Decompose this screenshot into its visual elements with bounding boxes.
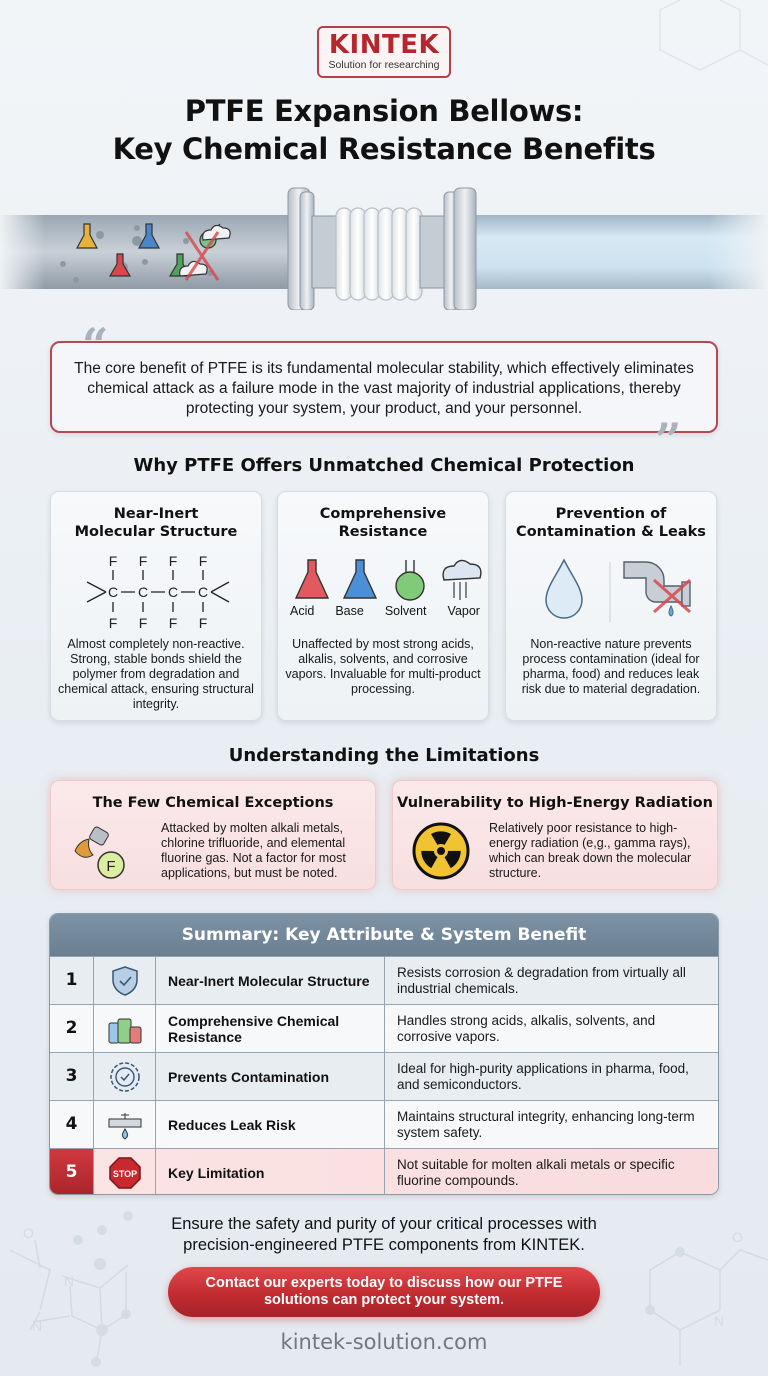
- label-acid: Acid: [290, 604, 315, 618]
- purity-badge-icon: [109, 1061, 141, 1093]
- pipe-leak-icon: [107, 1109, 143, 1141]
- row-benefit: Handles strong acids, alkalis, solvents, and corrosive vapors.: [397, 1012, 656, 1044]
- row-attribute: Prevents Contamination: [156, 1053, 385, 1100]
- label-solvent: Solvent: [384, 604, 427, 618]
- svg-text:N: N: [64, 1273, 75, 1289]
- table-row-limitation: [50, 1148, 718, 1195]
- logo-tagline: Solution for researching: [328, 59, 440, 71]
- table-row: [50, 956, 718, 1004]
- svg-text:F: F: [168, 615, 178, 631]
- card-radiation-vulnerability: [392, 780, 718, 890]
- card-description: Attacked by molten alkali metals, chlorine trifluoride, and elemental fluorine gas. Not a factor for most applications, but must be noted.: [161, 821, 346, 880]
- card-title: Vulnerability to High-Energy Radiation: [397, 795, 713, 811]
- limitations-section-heading: Understanding the Limitations: [228, 745, 540, 766]
- cta-label: Contact our experts today to discuss how our PTFE solutions can protect your system.: [205, 1275, 563, 1308]
- svg-text:O: O: [732, 1229, 743, 1245]
- card-title: Near-Inert Molecular Structure: [74, 506, 238, 540]
- svg-text:N: N: [714, 1313, 725, 1329]
- kintek-logo[interactable]: [317, 26, 451, 78]
- row-benefit: Ideal for high-purity applications in pharma, food, and semiconductors.: [397, 1060, 689, 1092]
- card-near-inert-structure: [50, 491, 262, 721]
- svg-text:F: F: [108, 553, 118, 569]
- row-number: 5: [50, 1149, 94, 1195]
- contact-experts-button[interactable]: [168, 1267, 600, 1317]
- card-comprehensive-resistance: [277, 491, 489, 721]
- title-line-2: Key Chemical Resistance Benefits: [112, 132, 656, 166]
- closing-line-2: precision-engineered PTFE components from KINTEK.: [183, 1236, 585, 1254]
- row-attribute: Key Limitation: [156, 1149, 385, 1195]
- row-attribute: Reduces Leak Risk: [156, 1101, 385, 1148]
- svg-text:F: F: [198, 615, 208, 631]
- acid-flask-icon: [296, 560, 328, 598]
- svg-text:F: F: [108, 615, 118, 631]
- website-link[interactable]: kintek-solution.com: [280, 1330, 488, 1354]
- svg-text:C: C: [137, 584, 149, 600]
- label-vapor: Vapor: [447, 604, 480, 618]
- summary-table: [49, 913, 719, 1195]
- svg-text:F: F: [138, 553, 148, 569]
- stop-sign-icon: [109, 1157, 141, 1189]
- water-drop-icon: [546, 560, 582, 618]
- svg-text:C: C: [167, 584, 179, 600]
- card-description: Unaffected by most strong acids, alkalis, solvents, and corrosive vapors. Invaluable for multi-product processing.: [285, 637, 481, 696]
- row-benefit: Maintains structural integrity, enhancing long-term system safety.: [397, 1108, 695, 1140]
- contamination-leak-icons: [506, 552, 718, 632]
- row-benefit: Not suitable for molten alkali metals or specific fluorine compounds.: [397, 1156, 675, 1188]
- svg-text:N: N: [32, 1318, 43, 1334]
- closing-line-1: Ensure the safety and purity of your critical processes with: [171, 1215, 597, 1233]
- row-number: 4: [50, 1101, 94, 1148]
- vapor-cloud-icon: [443, 560, 481, 580]
- svg-text:C: C: [197, 584, 209, 600]
- row-number: 2: [50, 1005, 94, 1052]
- title-line-1: PTFE Expansion Bellows:: [184, 94, 584, 128]
- card-title: The Few Chemical Exceptions: [92, 795, 334, 811]
- card-description: Almost completely non-reactive. Strong, stable bonds shield the polymer from degradation and chemical attack, ensuring structural integrity.: [58, 637, 254, 711]
- bellows-pipe-illustration: [0, 180, 768, 310]
- row-number: 1: [50, 957, 94, 1004]
- label-base: Base: [335, 604, 364, 618]
- svg-text:F: F: [106, 858, 116, 875]
- why-section-heading: Why PTFE Offers Unmatched Chemical Protection: [133, 455, 635, 476]
- card-title: Comprehensive Resistance: [319, 506, 447, 540]
- closing-statement: [0, 1214, 768, 1256]
- page-title: [0, 92, 768, 168]
- svg-text:F: F: [198, 553, 208, 569]
- ptfe-molecule-icon: [51, 552, 263, 632]
- card-title: Prevention of Contamination & Leaks: [516, 506, 706, 540]
- svg-text:F: F: [138, 615, 148, 631]
- shield-check-icon: [110, 965, 140, 997]
- svg-text:O: O: [23, 1225, 34, 1241]
- chemical-icons: [278, 552, 490, 606]
- row-attribute: Near-Inert Molecular Structure: [156, 957, 385, 1004]
- logo-brand: KINTEK: [328, 30, 440, 60]
- quote-text: The core benefit of PTFE is its fundamental molecular stability, which effectively eliminates chemical attack as a failure mode in the vast majority of industrial applications, thereby protecting your system, your product, and your personnel.: [74, 360, 694, 417]
- chemical-bottles-icon: [107, 1013, 143, 1045]
- card-chemical-exceptions: [50, 780, 376, 890]
- svg-text:C: C: [107, 584, 119, 600]
- table-row: [50, 1052, 718, 1100]
- card-prevention-contamination-leaks: [505, 491, 717, 721]
- row-number: 3: [50, 1053, 94, 1100]
- base-flask-icon: [344, 560, 376, 598]
- svg-text:F: F: [168, 553, 178, 569]
- svg-text:STOP: STOP: [112, 1168, 137, 1179]
- key-quote: [50, 341, 718, 433]
- table-row: [50, 1100, 718, 1148]
- chemical-labels: [290, 604, 480, 618]
- radiation-hazard-icon: [411, 821, 471, 881]
- card-description: Relatively poor resistance to high-energy radiation (e,g., gamma rays), which can break down the molecular structure.: [489, 821, 692, 880]
- table-row: [50, 1004, 718, 1052]
- summary-table-heading: Summary: Key Attribute & System Benefit: [50, 914, 718, 956]
- card-description: Non-reactive nature prevents process contamination (ideal for pharma, food) and reduces leak risk due to material degradation.: [521, 637, 701, 696]
- molten-metal-fluorine-icon: [69, 821, 129, 881]
- row-benefit: Resists corrosion & degradation from virtually all industrial chemicals.: [397, 964, 686, 996]
- close-quote-icon: ”: [655, 413, 682, 467]
- row-attribute: Comprehensive Chemical Resistance: [156, 1005, 385, 1052]
